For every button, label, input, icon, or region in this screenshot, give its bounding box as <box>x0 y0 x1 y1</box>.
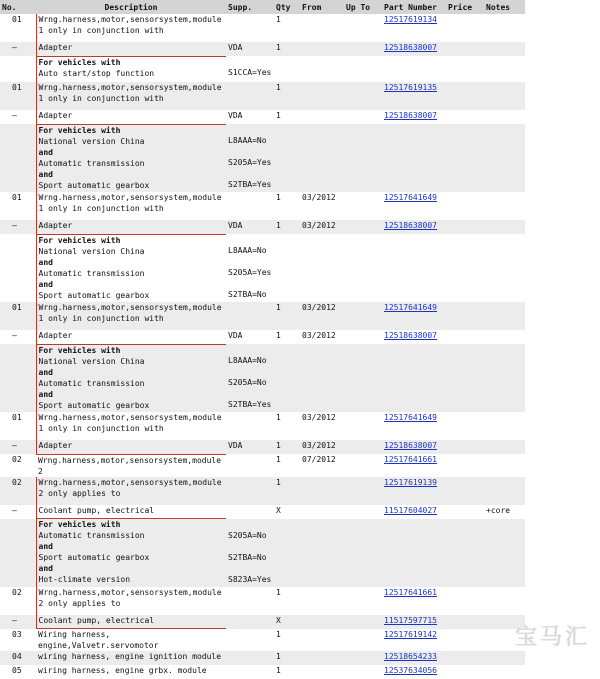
row-description: Adapter <box>36 440 226 454</box>
row-qty: 1 <box>274 42 300 56</box>
row-price <box>446 665 484 679</box>
condition-item: Sport automatic gearbox <box>38 553 150 562</box>
part-number-link[interactable]: 11517604027 <box>384 505 437 515</box>
condition-code: S2TBA=Yes <box>228 400 272 409</box>
col-qty: Qty <box>274 0 300 14</box>
row-notes <box>484 220 525 234</box>
row-supp: VDA <box>226 42 274 56</box>
row-no: — <box>0 110 36 124</box>
row-no: — <box>0 615 36 629</box>
condition-and: and <box>38 169 53 179</box>
row-qty: 1 <box>274 82 300 110</box>
condition-item: National version China <box>38 246 145 256</box>
row-part-number[interactable] <box>382 110 446 124</box>
row-from: 03/2012 <box>300 412 344 440</box>
row-price <box>446 651 484 665</box>
row-no: — <box>0 440 36 454</box>
row-upto <box>344 14 382 42</box>
row-from <box>300 82 344 110</box>
row-qty: 1 <box>274 220 300 234</box>
row-no: 02 <box>0 587 36 615</box>
row-upto <box>344 192 382 220</box>
row-supp <box>226 587 274 615</box>
condition-code: S205A=No <box>228 378 267 387</box>
condition-heading: For vehicles with <box>38 57 121 67</box>
row-supp: VDA <box>226 330 274 344</box>
condition-item: Sport automatic gearbox <box>38 180 150 190</box>
condition-and: and <box>38 279 53 289</box>
part-number-link[interactable]: 12517641649 <box>384 193 437 202</box>
row-no <box>0 124 36 192</box>
row-from: 07/2012 <box>300 454 344 477</box>
row-notes <box>484 110 525 124</box>
row-description: Wrng.harness,motor,sensorsystem,module 2 <box>36 454 226 477</box>
part-number-link[interactable]: 12517619134 <box>384 15 437 24</box>
table-row <box>0 587 525 615</box>
row-supp <box>226 56 274 82</box>
part-number-link[interactable]: 12517641649 <box>384 413 437 422</box>
row-from <box>300 477 344 505</box>
row-description <box>36 519 226 587</box>
part-number-link[interactable]: 12517619135 <box>384 83 437 92</box>
row-part-number[interactable] <box>382 454 446 477</box>
condition-and: and <box>38 389 53 399</box>
row-notes <box>484 14 525 42</box>
condition-and: and <box>38 367 53 377</box>
row-description: Adapter <box>36 220 226 234</box>
row-notes <box>484 454 525 477</box>
row-from <box>300 14 344 42</box>
row-no: — <box>0 42 36 56</box>
row-part-number[interactable] <box>382 587 446 615</box>
condition-and: and <box>38 257 53 267</box>
row-from: 03/2012 <box>300 220 344 234</box>
condition-code: L8AAA=No <box>228 136 267 145</box>
row-supp <box>226 454 274 477</box>
row-description: Wrng.harness,motor,sensorsystem,module 1 only in conjunction with <box>36 82 226 110</box>
condition-heading: For vehicles with <box>38 345 121 355</box>
row-supp <box>226 82 274 110</box>
row-notes <box>484 651 525 665</box>
part-number-link[interactable]: 12537634056 <box>384 666 437 675</box>
condition-heading: For vehicles with <box>38 520 121 529</box>
row-from <box>300 587 344 615</box>
row-upto <box>344 42 382 56</box>
row-price <box>446 615 484 629</box>
row-upto <box>344 220 382 234</box>
row-part-number[interactable] <box>382 82 446 110</box>
row-price <box>446 14 484 42</box>
row-upto <box>344 110 382 124</box>
table-row <box>0 82 525 110</box>
col-no: No. <box>0 0 36 14</box>
row-from <box>300 665 344 679</box>
row-no: 05 <box>0 665 36 679</box>
row-notes: +core <box>484 505 525 519</box>
row-supp <box>226 651 274 665</box>
row-supp <box>226 519 274 587</box>
row-description: Adapter <box>36 330 226 344</box>
row-no <box>0 519 36 587</box>
row-description: wiring harness, engine ignition module <box>36 651 226 665</box>
row-description <box>36 124 226 192</box>
part-number-link[interactable]: 12518638007 <box>384 331 437 340</box>
part-number-link[interactable]: 12517641649 <box>384 303 437 312</box>
part-number-link[interactable]: 11517597715 <box>384 615 437 625</box>
col-price: Price <box>446 0 484 14</box>
row-upto <box>344 587 382 615</box>
condition-row <box>0 124 525 192</box>
part-number-link[interactable]: 12517641661 <box>384 455 437 464</box>
row-qty: 1 <box>274 665 300 679</box>
col-supp: Supp. <box>226 0 274 14</box>
row-description: wiring harness, engine grbx. module <box>36 665 226 679</box>
condition-item: Automatic transmission <box>38 268 145 278</box>
condition-row <box>0 234 525 302</box>
table-row <box>0 110 525 124</box>
row-no <box>0 344 36 412</box>
row-description: Wiring harness, engine,Valvetr.servomotor <box>36 629 226 652</box>
row-from <box>300 505 344 519</box>
row-qty: 1 <box>274 14 300 42</box>
row-qty: 1 <box>274 412 300 440</box>
table-row <box>0 665 525 679</box>
condition-and: and <box>38 564 53 573</box>
row-no: 01 <box>0 192 36 220</box>
condition-item: Sport automatic gearbox <box>38 400 150 410</box>
row-supp: VDA <box>226 440 274 454</box>
row-part-number[interactable] <box>382 505 446 519</box>
row-from <box>300 629 344 652</box>
col-notes: Notes <box>484 0 525 14</box>
row-price <box>446 330 484 344</box>
row-upto <box>344 629 382 652</box>
table-row <box>0 505 525 519</box>
condition-item: Hot-climate version <box>38 575 131 584</box>
row-no <box>0 234 36 302</box>
row-supp: VDA <box>226 110 274 124</box>
row-notes <box>484 412 525 440</box>
row-qty: 1 <box>274 330 300 344</box>
condition-code: L8AAA=No <box>228 246 267 255</box>
row-part-number[interactable] <box>382 651 446 665</box>
table-header <box>0 0 525 14</box>
table-row <box>0 302 525 330</box>
row-part-number[interactable] <box>382 412 446 440</box>
row-supp <box>226 477 274 505</box>
row-notes <box>484 42 525 56</box>
row-part-number[interactable] <box>382 665 446 679</box>
row-supp <box>226 629 274 652</box>
row-notes <box>484 302 525 330</box>
row-qty: 1 <box>274 587 300 615</box>
row-qty: 1 <box>274 629 300 652</box>
condition-code: L8AAA=No <box>228 356 267 365</box>
row-from: 03/2012 <box>300 302 344 330</box>
row-part-number[interactable] <box>382 42 446 56</box>
row-description: Wrng.harness,motor,sensorsystem,module 1 only in conjunction with <box>36 302 226 330</box>
condition-heading: For vehicles with <box>38 235 121 245</box>
row-qty: X <box>274 615 300 629</box>
row-description: Adapter <box>36 110 226 124</box>
condition-code: S1CCA=Yes <box>228 68 272 77</box>
condition-item: Automatic transmission <box>38 378 145 388</box>
row-upto <box>344 302 382 330</box>
row-part-number[interactable] <box>382 440 446 454</box>
row-price <box>446 505 484 519</box>
condition-item: National version China <box>38 136 145 146</box>
row-qty: X <box>274 505 300 519</box>
row-qty: 1 <box>274 454 300 477</box>
row-description: Adapter <box>36 42 226 56</box>
condition-item: Sport automatic gearbox <box>38 290 150 300</box>
condition-item: National version China <box>38 356 145 366</box>
part-number-link[interactable]: 12517641661 <box>384 587 437 597</box>
row-supp <box>226 234 274 302</box>
row-price <box>446 42 484 56</box>
row-price <box>446 629 484 652</box>
table-row <box>0 192 525 220</box>
row-supp <box>226 124 274 192</box>
condition-code: S205A=Yes <box>228 268 272 277</box>
row-no: — <box>0 220 36 234</box>
row-supp <box>226 505 274 519</box>
row-notes <box>484 82 525 110</box>
row-notes <box>484 192 525 220</box>
row-supp <box>226 615 274 629</box>
col-part-number: Part Number <box>382 0 446 14</box>
condition-and: and <box>38 147 53 157</box>
row-upto <box>344 412 382 440</box>
condition-item: Automatic transmission <box>38 158 145 168</box>
row-supp <box>226 665 274 679</box>
row-part-number[interactable] <box>382 220 446 234</box>
table-row <box>0 220 525 234</box>
condition-item: Automatic transmission <box>38 531 145 540</box>
row-part-number[interactable] <box>382 629 446 652</box>
table-row <box>0 477 525 505</box>
row-qty: 1 <box>274 192 300 220</box>
row-description: Wrng.harness,motor,sensorsystem,module 2 only applies to <box>36 587 226 615</box>
row-supp <box>226 192 274 220</box>
row-description: Wrng.harness,motor,sensorsystem,module 1 only in conjunction with <box>36 412 226 440</box>
row-supp <box>226 302 274 330</box>
row-notes <box>484 330 525 344</box>
row-notes <box>484 587 525 615</box>
condition-and: and <box>38 542 53 551</box>
row-upto <box>344 82 382 110</box>
row-price <box>446 587 484 615</box>
row-part-number[interactable] <box>382 302 446 330</box>
row-part-number[interactable] <box>382 477 446 505</box>
col-description: Description <box>36 0 226 14</box>
part-number-link[interactable]: 12518638007 <box>384 43 437 52</box>
condition-item: Auto start/stop function <box>38 68 155 78</box>
row-price <box>446 440 484 454</box>
row-part-number[interactable] <box>382 192 446 220</box>
row-supp <box>226 412 274 440</box>
condition-heading: For vehicles with <box>38 125 121 135</box>
row-upto <box>344 330 382 344</box>
watermark-logo: 宝马汇 <box>514 625 590 650</box>
row-price <box>446 192 484 220</box>
condition-code: S2TBA=No <box>228 290 267 299</box>
row-no: 04 <box>0 651 36 665</box>
condition-row <box>0 519 525 587</box>
row-no: 01 <box>0 412 36 440</box>
condition-row <box>0 56 525 82</box>
row-no: 02 <box>0 477 36 505</box>
row-price <box>446 454 484 477</box>
part-number-link[interactable]: 12518638007 <box>384 441 437 450</box>
row-description: Wrng.harness,motor,sensorsystem,module 1 only in conjunction with <box>36 192 226 220</box>
row-price <box>446 220 484 234</box>
col-from: From <box>300 0 344 14</box>
row-price <box>446 82 484 110</box>
row-description: Wrng.harness,motor,sensorsystem,module 1 only in conjunction with <box>36 14 226 42</box>
row-from <box>300 615 344 629</box>
table-row <box>0 42 525 56</box>
row-no: 01 <box>0 82 36 110</box>
row-part-number[interactable] <box>382 615 446 629</box>
row-supp <box>226 14 274 42</box>
row-description: Coolant pump, electrical <box>36 505 226 519</box>
row-upto <box>344 665 382 679</box>
row-no: 02 <box>0 454 36 477</box>
row-notes <box>484 477 525 505</box>
row-upto <box>344 615 382 629</box>
row-no <box>0 56 36 82</box>
row-no: 01 <box>0 14 36 42</box>
row-notes <box>484 440 525 454</box>
row-price <box>446 412 484 440</box>
row-qty: 1 <box>274 440 300 454</box>
row-from <box>300 42 344 56</box>
row-from <box>300 651 344 665</box>
row-upto <box>344 477 382 505</box>
part-number-link[interactable]: 12518654233 <box>384 652 437 661</box>
row-upto <box>344 454 382 477</box>
row-no: 01 <box>0 302 36 330</box>
row-description: Coolant pump, electrical <box>36 615 226 629</box>
table-row <box>0 440 525 454</box>
row-from: 03/2012 <box>300 330 344 344</box>
row-from <box>300 110 344 124</box>
row-qty: 1 <box>274 110 300 124</box>
table-row <box>0 651 525 665</box>
row-from: 03/2012 <box>300 440 344 454</box>
condition-row <box>0 344 525 412</box>
table-row <box>0 412 525 440</box>
condition-code: S205A=Yes <box>228 158 272 167</box>
row-price <box>446 110 484 124</box>
row-description <box>36 344 226 412</box>
condition-code: S2TBA=No <box>228 552 267 562</box>
part-number-link[interactable]: 12518638007 <box>384 221 437 230</box>
part-number-link[interactable]: 12517619139 <box>384 477 437 487</box>
condition-code: S823A=Yes <box>228 574 272 584</box>
row-upto <box>344 440 382 454</box>
part-number-link[interactable]: 12518638007 <box>384 111 437 120</box>
table-row <box>0 615 525 629</box>
part-number-link[interactable]: 12517619142 <box>384 629 437 639</box>
row-description <box>36 234 226 302</box>
row-description: Wrng.harness,motor,sensorsystem,module 2 only applies to <box>36 477 226 505</box>
row-supp <box>226 344 274 412</box>
row-qty: 1 <box>274 651 300 665</box>
row-price <box>446 477 484 505</box>
condition-code: S2TBA=Yes <box>228 180 272 189</box>
row-no: — <box>0 505 36 519</box>
row-qty: 1 <box>274 302 300 330</box>
col-upto: Up To <box>344 0 382 14</box>
row-no: 03 <box>0 629 36 652</box>
table-row <box>0 330 525 344</box>
row-qty: 1 <box>274 477 300 505</box>
row-part-number[interactable] <box>382 14 446 42</box>
row-price <box>446 302 484 330</box>
row-description <box>36 56 226 82</box>
row-notes <box>484 665 525 679</box>
row-no: — <box>0 330 36 344</box>
row-supp: VDA <box>226 220 274 234</box>
row-part-number[interactable] <box>382 330 446 344</box>
table-row <box>0 454 525 477</box>
row-from: 03/2012 <box>300 192 344 220</box>
row-upto <box>344 651 382 665</box>
condition-code: S205A=No <box>228 530 267 540</box>
table-row <box>0 629 525 652</box>
table-row <box>0 14 525 42</box>
row-upto <box>344 505 382 519</box>
